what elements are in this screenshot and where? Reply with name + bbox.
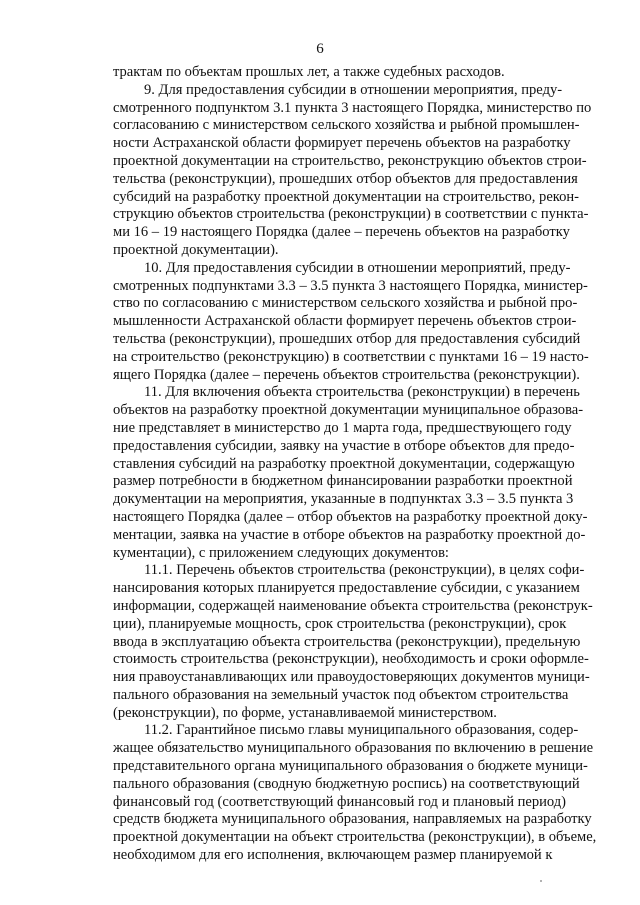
text-line: необходимом для его исполнения, включающем размер планируемой к (113, 847, 553, 864)
text-line: пального образования на земельный участок под объектом строительства (113, 686, 569, 703)
text-line: трактам по объектам прошлых лет, а также судебных расходов. (113, 64, 505, 80)
text-line: тельства (реконструкции), прошедших отбор для предоставления субсидий (113, 330, 581, 347)
text-line: мышленности Астраханской области формирует перечень объектов строи- (113, 313, 577, 330)
text-line: ментации, заявка на участие в отборе объектов на разработку проектной до- (113, 526, 586, 543)
text-line: ство по согласованию с министерством сельского хозяйства и рыбной про- (113, 295, 578, 312)
text-line: согласованию с министерством сельского хозяйства и рыбной промышлен- (113, 117, 580, 134)
text-line: 11. Для включения объекта строительства (реконструкции) в перечень (144, 384, 580, 401)
text-line: средств бюджета муниципального образования, направляемых на разработку (113, 811, 592, 828)
text-line: струкцию объектов строительства (реконструкции) в соответствии с пункта- (113, 206, 589, 223)
text-line: кументации), с приложением следующих документов: (113, 544, 449, 561)
text-line: ящего Порядка (далее – перечень объектов строительства (реконструкции). (113, 366, 580, 383)
text-line: финансовый год (соответствующий финансовый год и плановый период) (113, 793, 567, 810)
text-line: проектной документации на объект строительства (реконструкции), в объеме, (113, 829, 597, 846)
text-line: стоимость строительства (реконструкции), необходимость и сроки оформле- (113, 651, 589, 668)
text-line: (реконструкции), по форме, устанавливаемой министерством. (113, 704, 497, 721)
text-line: размер потребности в бюджетном финансировании разработки проектной (113, 473, 573, 490)
page-number: 6 (316, 41, 324, 57)
text-line: объектов на разработку проектной документации муниципальное образова- (113, 402, 584, 419)
text-line: 11.1. Перечень объектов строительства (реконструкции), в целях софи- (144, 562, 585, 579)
text-line: настоящего Порядка (далее – отбор объектов на разработку проектной доку- (113, 508, 588, 525)
text-line: 10. Для предоставления субсидии в отношении мероприятий, преду- (144, 259, 571, 276)
text-line: жащее обязательство муниципального образования по включению в решение (113, 740, 594, 757)
text-line: пального образования (сводную бюджетную роспись) на соответствующий (113, 775, 580, 792)
text-line: смотренных подпунктами 3.3 – 3.5 пункта 3 настоящего Порядка, министер- (113, 277, 588, 294)
scan-artifact (540, 880, 542, 882)
text-line: ми 16 – 19 настоящего Порядка (далее – перечень объектов на разработку (113, 224, 570, 241)
text-line: ввода в эксплуатацию объекта строительства (реконструкции), предельную (113, 633, 581, 650)
text-line: представительного органа муниципального образования о бюджете муници- (113, 758, 588, 775)
text-line: ции), планируемые мощность, срок строительства (реконструкции), срок (113, 615, 567, 632)
text-line: ния правоустанавливающих или правоудостоверяющих документов муници- (113, 669, 590, 686)
text-line: 11.2. Гарантийное письмо главы муниципального образования, содер- (144, 722, 579, 739)
document-body (113, 64, 597, 865)
text-line: проектной документации на строительство, реконструкцию объектов строи- (113, 152, 587, 169)
text-line: на строительство (реконструкцию) в соответствии с пунктами 16 – 19 насто- (113, 348, 589, 365)
text-line: 9. Для предоставления субсидии в отношении мероприятия, преду- (144, 81, 563, 98)
text-line: ставления субсидий на разработку проектной документации, содержащую (113, 455, 575, 472)
text-line: ности Астраханской области формирует перечень объектов на разработку (113, 135, 571, 152)
text-line: субсидий на разработку проектной документации на строительство, рекон- (113, 188, 580, 205)
text-line: нансирования которых планируется предоставление субсидии, с указанием (113, 580, 580, 597)
text-line: проектной документации). (113, 241, 279, 258)
text-line: предоставления субсидии, заявку на участие в отборе объектов для предо- (113, 437, 575, 454)
text-line: смотренного подпунктом 3.1 пункта 3 настоящего Порядка, министерство по (113, 99, 592, 116)
text-line: документации на мероприятия, указанные в подпунктах 3.3 – 3.5 пункта 3 (113, 491, 574, 508)
text-line: ние представляет в министерство до 1 марта года, предшествующего году (113, 419, 572, 436)
text-line: информации, содержащей наименование объекта строительства (реконструк- (113, 597, 593, 614)
text-line: тельства (реконструкции), прошедших отбор объектов для предоставления (113, 170, 578, 187)
